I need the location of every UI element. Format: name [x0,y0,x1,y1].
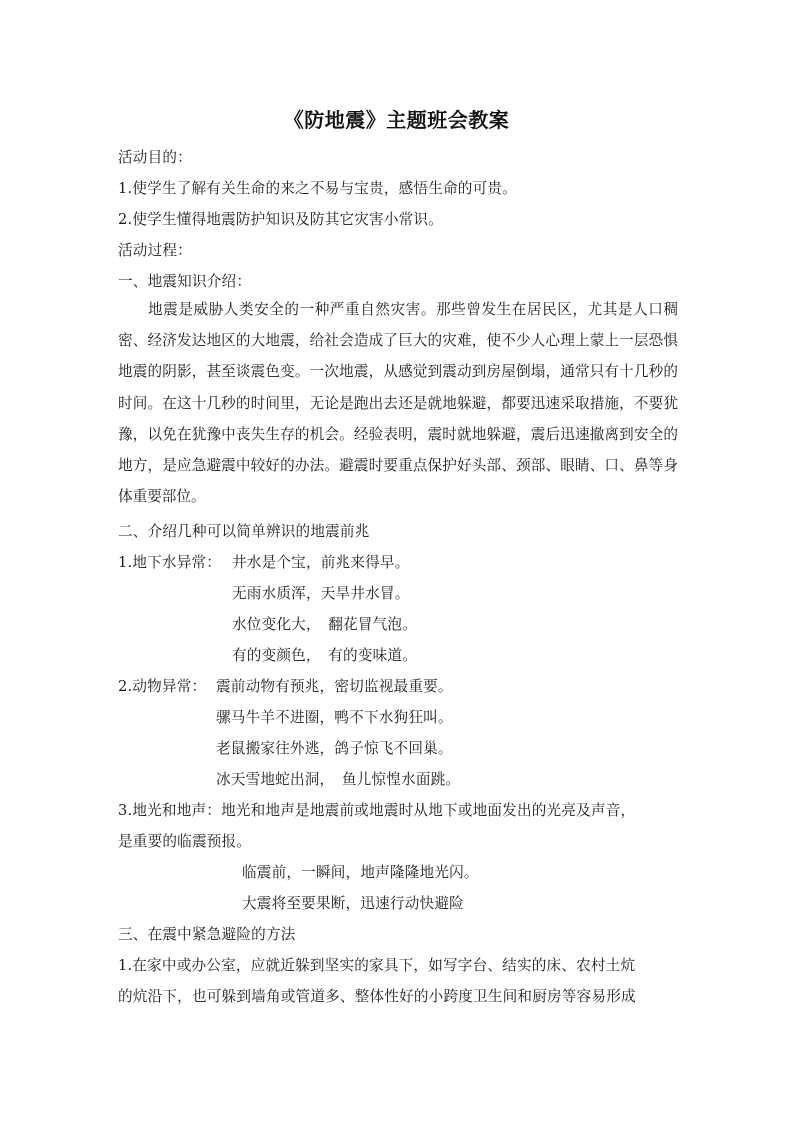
sign1-lead: 1.地下水异常： [118,554,222,571]
sign2-lead: 2.动物异常： [118,678,207,695]
section1-heading: 一、地震知识介绍： [118,273,252,290]
section1-paragraph: 地震是威胁人类安全的一种严重自然灾害。那些曾发生在居民区，尤其是人口稠密、经济发达地区的大地震，给社会造成了巨大的灾难，使不少人心理上蒙上一层恐惧地震的阴影，甚至谈震色变。一次地震，从感觉到震动到房屋倒塌，通常只有十几秒的时间。在这十几秒的时间里，无论是跑出去还是就地躲避，都要迅速采取措施，不要犹豫，以免在犹豫中丧失生存的机会。经验表明，震时就地躲避，震后迅速撤离到安全的地方，是应急避震中较好的办法。避震时要重点保护好头部、颈部、眼睛、口、鼻等身体重要部位。 [118,301,678,506]
process-heading: 活动过程： [118,242,192,259]
section3-item1-line2: 的炕沿下，也可躲到墙角或管道多、整体性好的小跨度卫生间和厨房等容易形成 [118,988,636,1005]
sign3-verse-2: 大震将至要果断，迅速行动快避险 [242,895,464,912]
sign1-line-4: 有的变颜色， 有的变味道。 [232,647,418,664]
sign2-line-4: 冰天雪地蛇出洞， 鱼儿惊惶水面跳。 [216,771,461,788]
sign3-line-2: 是重要的临震预报。 [118,833,252,850]
document-title: 《防地震》主题班会教案 [283,108,510,132]
purpose-item-1: 1.使学生了解有关生命的来之不易与宝贵，感悟生命的可贵。 [118,180,517,197]
sign2-line-2: 骡马牛羊不进圈，鸭不下水狗狂叫。 [216,709,453,726]
sign2-line-1: 震前动物有预兆，密切监视最重要。 [216,678,453,695]
sign1-line-1: 井水是个宝，前兆来得早。 [232,554,410,571]
sign3-verse-1: 临震前，一瞬间，地声隆隆地光闪。 [242,864,479,881]
purpose-item-2: 2.使学生懂得地震防护知识及防其它灾害小常识。 [118,211,443,228]
section3-item1-line1: 1.在家中或办公室，应就近躲到坚实的家具下，如写字台、结实的床、农村土炕 [118,957,636,974]
sign3-line-1: 3.地光和地声：地光和地声是地震前或地震时从地下或地面发出的光亮及声音， [118,802,636,819]
sign1-line-3: 水位变化大， 翻花冒气泡。 [232,616,418,633]
purpose-heading: 活动目的： [118,149,192,166]
section2-heading: 二、介绍几种可以简单辨识的地震前兆 [118,523,370,540]
section3-heading: 三、在震中紧急避险的方法 [118,926,296,943]
sign2-line-3: 老鼠搬家往外逃，鸽子惊飞不回巢。 [216,740,453,757]
sign1-line-2: 无雨水质浑，天旱井水冒。 [232,585,410,602]
